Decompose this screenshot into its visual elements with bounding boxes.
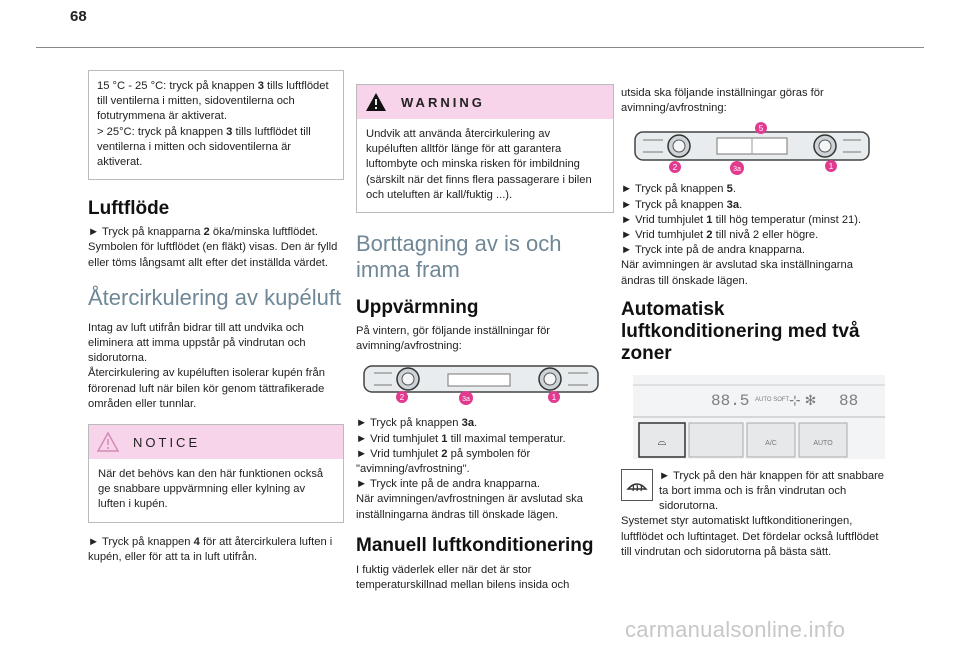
manual-ac-heading: Manuell luftkonditionering <box>356 534 594 556</box>
svg-text:88.5: 88.5 <box>711 391 750 410</box>
svg-text:1: 1 <box>828 162 834 172</box>
recirc-text-1: Intag av luft utifrån bidrar till att undvika och eliminera att imma uppstår på vindrutan och sidorutorna. <box>88 321 306 365</box>
manual-ac-text: I fuktig väderlek eller när det är stor temperaturskillnad mellan bilens insida och <box>356 563 570 592</box>
auto-ac-text: Systemet styr automatiskt luftkonditioneringen, luftflödet och luftintaget. Det fördelar också luftflödet till vindrutan och sidorutorna på bästa sätt. <box>621 515 879 558</box>
manual-ac-step-4: ► Vrid tumhjulet 2 till nivå 2 eller högre. <box>621 229 819 242</box>
heating-heading: Uppvärmning <box>356 297 479 319</box>
heating-control-panel-diagram <box>356 360 606 412</box>
heating-step-1: ► Tryck på knappen 3a. <box>356 417 478 430</box>
svg-text:⊹ ✻: ⊹ ✻ <box>789 391 817 408</box>
temp-range-2: > 25°C: tryck på knappen 3 tills luftflödet till ventilerna i mitten och sidoventilerna är aktiverat. <box>97 125 311 169</box>
recirc-step: ► Tryck på knappen 4 för att återcirkulera luften i kupén, eller för att ta in luft utifrån. <box>88 535 333 563</box>
svg-text:2: 2 <box>672 163 678 173</box>
manual-ac-outro: När avimningen är avslutad ska inställningarna ändras till önskade lägen. <box>621 259 853 287</box>
manual-ac-intro: utsida ska följande inställningar göras för avimning/avfrostning: <box>621 87 824 115</box>
manual-ac-control-panel-diagram <box>621 120 881 178</box>
svg-text:2: 2 <box>399 393 405 403</box>
auto-ac-step: ► Tryck på den här knappen för att snabbare ta bort imma och is från vindrutan och sidorutorna. <box>659 469 885 513</box>
svg-text:⌓: ⌓ <box>657 435 667 448</box>
heating-step-3: ► Vrid tumhjulet 2 på symbolen för "avimning/avfrostning". <box>356 447 531 476</box>
column-3 <box>621 86 886 560</box>
column-1 <box>88 70 344 565</box>
manual-ac-step-5: ► Tryck inte på de andra knapparna. <box>621 244 805 257</box>
notice-label: NOTICE <box>133 434 201 450</box>
warning-text: Undvik att använda återcirkulering av kupéluften alltför länge för att garantera luftombyte och minska risken för imbildning (särskilt när det finns flera passagerare i bilen och uteluften är kall/fuktig ...). <box>366 128 592 201</box>
auto-ac-heading: Automatisk luftkonditionering med två zoner <box>621 298 860 364</box>
warning-triangle-icon <box>365 92 387 112</box>
notice-triangle-icon <box>97 432 119 452</box>
windshield-defrost-icon <box>621 469 653 501</box>
svg-text:AUTO SOFT: AUTO SOFT <box>755 396 790 403</box>
warning-header <box>357 85 613 119</box>
heating-step-2: ► Vrid tumhjulet 1 till maximal temperatur. <box>356 432 566 445</box>
header-rule <box>36 47 924 48</box>
svg-text:3a: 3a <box>462 396 470 404</box>
svg-text:3a: 3a <box>733 166 741 174</box>
footer-watermark: carmanualsonline.info <box>625 617 846 642</box>
column-2 <box>356 84 614 593</box>
warning-box <box>356 84 614 213</box>
heating-outro: När avimningen/avfrostningen är avslutad ska inställningarna ändras till önskade lägen. <box>356 493 583 521</box>
page-number: 68 <box>70 8 87 25</box>
luftflode-heading: Luftflöde <box>88 198 170 220</box>
manual-ac-step-3: ► Vrid tumhjulet 1 till hög temperatur (minst 21). <box>621 213 862 226</box>
defrost-heading: Borttagning av is och imma fram <box>356 231 562 283</box>
heating-intro: På vintern, gör följande inställningar för avimning/avfrostning: <box>356 325 551 353</box>
svg-text:5: 5 <box>758 124 764 134</box>
temp-range-1: 15 °C - 25 °C: tryck på knappen 3 tills luftflödet till ventilerna i mitten, sidoventilerna och fotutrymmena är aktiverat. <box>97 80 329 123</box>
notice-box <box>88 424 344 523</box>
notice-text: När det behövs kan den här funktionen också ge snabbare uppvärmning eller kylning av luften i kupén. <box>98 468 324 511</box>
recirc-text-2: Återcirkulering av kupéluften isolerar kupén från förorenad luft när bilen kör genom tättrafikerade områden eller tunnlar. <box>88 367 325 410</box>
manual-ac-step-2: ► Tryck på knappen 3a. <box>621 198 743 211</box>
notice-header <box>89 425 343 459</box>
heating-step-4: ► Tryck inte på de andra knapparna. <box>356 478 540 491</box>
auto-ac-step-row <box>621 469 886 515</box>
svg-text:A/C: A/C <box>765 439 777 447</box>
warning-label: WARNING <box>401 94 485 110</box>
manual-ac-step-1: ► Tryck på knappen 5. <box>621 183 736 196</box>
svg-text:AUTO: AUTO <box>813 439 833 447</box>
auto-ac-panel-photo <box>621 373 886 463</box>
recirc-heading: Återcirkulering av kupéluft <box>88 284 342 310</box>
svg-text:1: 1 <box>551 393 557 403</box>
svg-text:88: 88 <box>839 391 859 410</box>
luftflode-text: ► Tryck på knapparna 2 öka/minska luftflödet. Symbolen för luftflödet (en fläkt) visas. Den är fylld eller töms långsamt allt efter det inställda värdet. <box>88 226 338 269</box>
temperature-box <box>88 70 344 180</box>
